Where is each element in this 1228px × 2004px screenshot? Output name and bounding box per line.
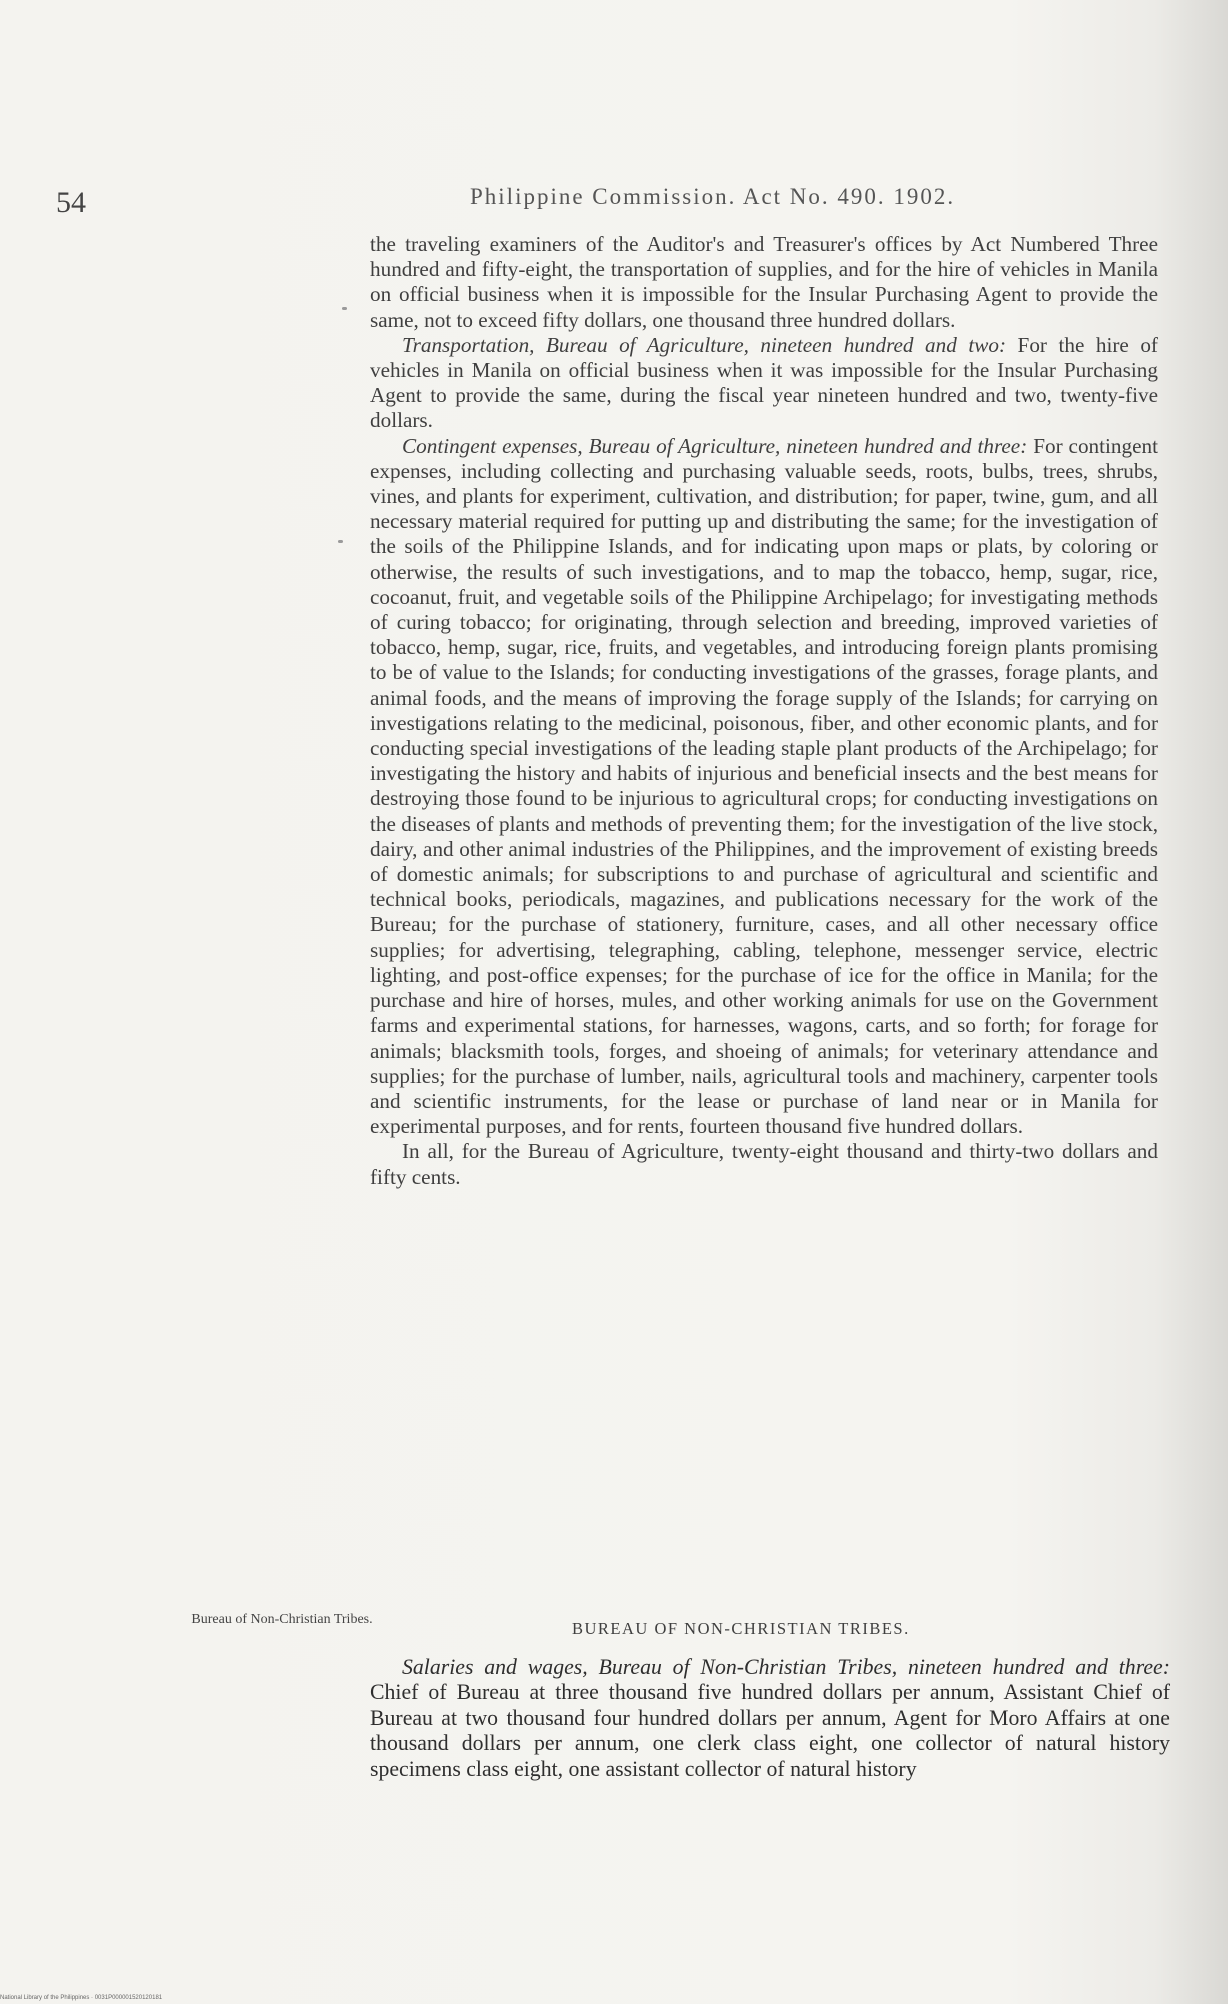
paragraph-text: For the hire of vehicles in Manila on official business when it was impossible for the Insular Purchasing Agent to provide the same, during the fiscal year nineteen hundred and two, twenty-five dollars. (370, 332, 1158, 433)
paragraph-heading: Contingent expenses, Bureau of Agriculture, nineteen hundred and three: (402, 433, 1028, 458)
scan-footer-stamp: National Library of the Philippines · 0031P000001520120181 (0, 1995, 163, 2001)
scan-speck (342, 307, 347, 310)
section-heading: BUREAU OF NON-CHRISTIAN TRIBES. (572, 1619, 910, 1638)
running-head: Philippine Commission. Act No. 490. 1902. (470, 184, 956, 209)
paragraph-heading: Salaries and wages, Bureau of Non-Christian Tribes, nineteen hundred and three: (402, 1655, 1170, 1679)
paragraph-salaries (370, 1655, 1170, 1782)
paragraph-contingent-expenses (370, 434, 1158, 1140)
paragraph-heading: Transportation, Bureau of Agriculture, nineteen hundred and two: (402, 332, 1007, 357)
paragraph-total: In all, for the Bureau of Agriculture, twenty-eight thousand and thirty-two dollars and fifty cents. (370, 1139, 1158, 1189)
paragraph-text: Chief of Bureau at three thousand five hundred dollars per annum, Assistant Chief of Bureau at two thousand four hundred dollars per annum, Agent for Moro Affairs at one thousand dollars per annum, one clerk class eight, one collector of natural history specimens class eight, one assistant collector of natural history (370, 1680, 1170, 1781)
paragraph-text: For contingent expenses, including collecting and purchasing valuable seeds, roots, bulbs, trees, shrubs, vines, and plants for experiment, cultivation, and distribution; for paper, twine, gum, and all necessary material required for putting up and distributing the same; for the investigation of the soils of the Philippine Islands, and for indicating upon maps or plats, by coloring or otherwise, the results of such investigations, and to map the tobacco, hemp, sugar, rice, cocoanut, fruit, and vegetable soils of the Philippine Archipelago; for investigating methods of curing tobacco; for originating, through selection and breeding, improved varieties of tobacco, hemp, sugar, rice, fruits, and vegetables, and introducing foreign plants promising to be of value to the Islands; for conducting investigations of the grasses, forage plants, and animal foods, and the means of improving the forage supply of the Islands; for carrying on investigations relating to the medicinal, poisonous, fiber, and other economic plants, and for conducting special investigations of the leading staple plant products of the Archipelago; for investigating the history and habits of injurious and beneficial insects and the best means for destroying those found to be injurious to agricultural crops; for conducting investigations on the diseases of plants and methods of preventing them; for the investigation of the live stock, dairy, and other animal industries of the Philippines, and the improvement of existing breeds of domestic animals; for subscriptions to and purchase of agricultural and scientific and technical books, periodicals, magazines, and publications necessary for the work of the Bureau; for the purchase of stationery, furniture, cases, and all other necessary office supplies; for advertising, telegraphing, cabling, telephone, messenger service, electric lighting, and post-office expenses; for the purchase of ice for the office in Manila; for the purchase and hire of horses, mules, and other working animals for use on the Government farms and experimental stations, for harnesses, wagons, carts, and so forth; for forage for animals; blacksmith tools, forges, and shoeing of animals; for veterinary attendance and supplies; for the purchase of lumber, nails, agricultural tools and machinery, carpenter tools and scientific instruments, for the lease or purchase of land near or in Manila for experimental purposes, and for rents, fourteen thousand five hundred dollars. (370, 433, 1158, 1139)
scan-speck (338, 540, 343, 543)
margin-note: Bureau of Non-Christian Tribes. (191, 1612, 373, 1627)
paragraph-continuation: the traveling examiners of the Auditor's and Treasurer's offices by Act Numbered Three hundred and fifty-eight, the transportation of supplies, and for the hire of vehicles in Manila on official business when it is impossible for the Insular Purchasing Agent to provide the same, not to exceed fifty dollars, one thousand three hundred dollars. (370, 232, 1158, 332)
main-text-block (370, 232, 1158, 1190)
paragraph-transportation (370, 333, 1158, 434)
page-number: 54 (56, 186, 86, 219)
section-text-block (370, 1655, 1170, 1782)
